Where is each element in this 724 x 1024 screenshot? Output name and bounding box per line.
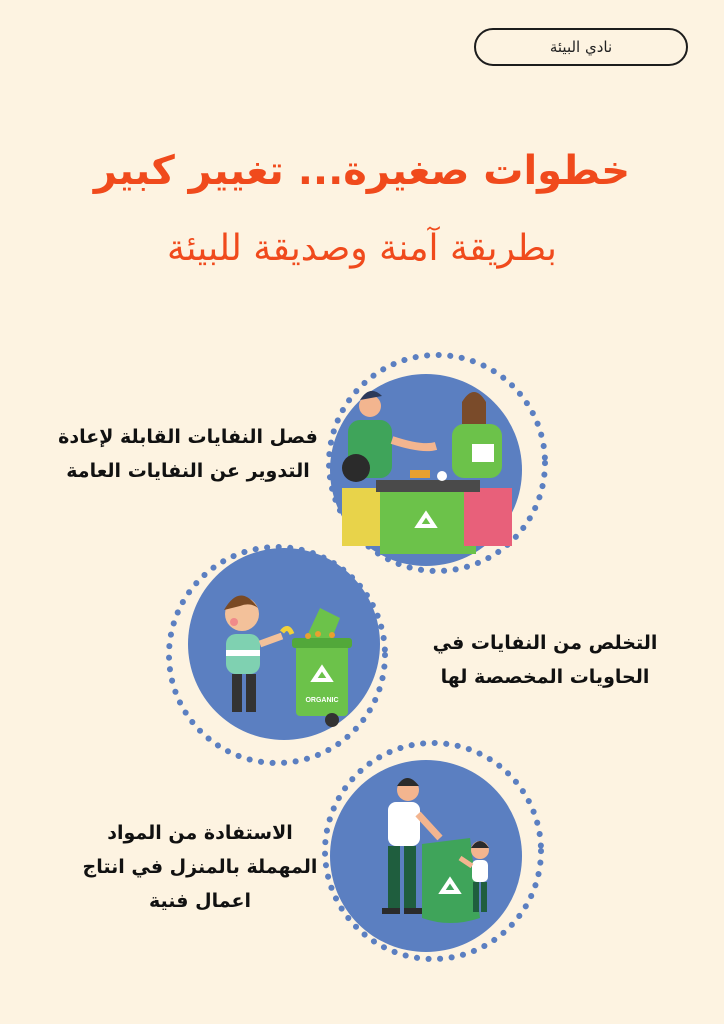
step-1-line-2: التدوير عن النفايات العامة: [66, 460, 310, 482]
club-name-label: نادي البيئة: [549, 38, 613, 56]
bin-label: ORGANIC: [305, 697, 339, 704]
step-3-illustration: [318, 736, 548, 966]
step-2-line-2: الحاويات المخصصة لها: [440, 666, 650, 688]
step-3-text: [70, 816, 330, 918]
step-1-text: [58, 420, 318, 488]
step-2-line-1: التخلص من النفايات في: [432, 632, 658, 654]
step-1-line-1: فصل النفايات القابلة لإعادة: [58, 426, 318, 448]
page-subtitle: بطريقة آمنة وصديقة للبيئة: [167, 228, 557, 269]
step-3-line-2: المهملة بالمنزل في انتاج: [82, 856, 318, 878]
club-name-badge: [474, 28, 688, 66]
step-3-line-1: الاستفادة من المواد: [107, 822, 293, 844]
step-2-text: [410, 626, 680, 694]
page-title: خطوات صغيرة... تغيير كبير: [93, 148, 631, 194]
step-3-line-3: اعمال فنية: [149, 890, 251, 912]
